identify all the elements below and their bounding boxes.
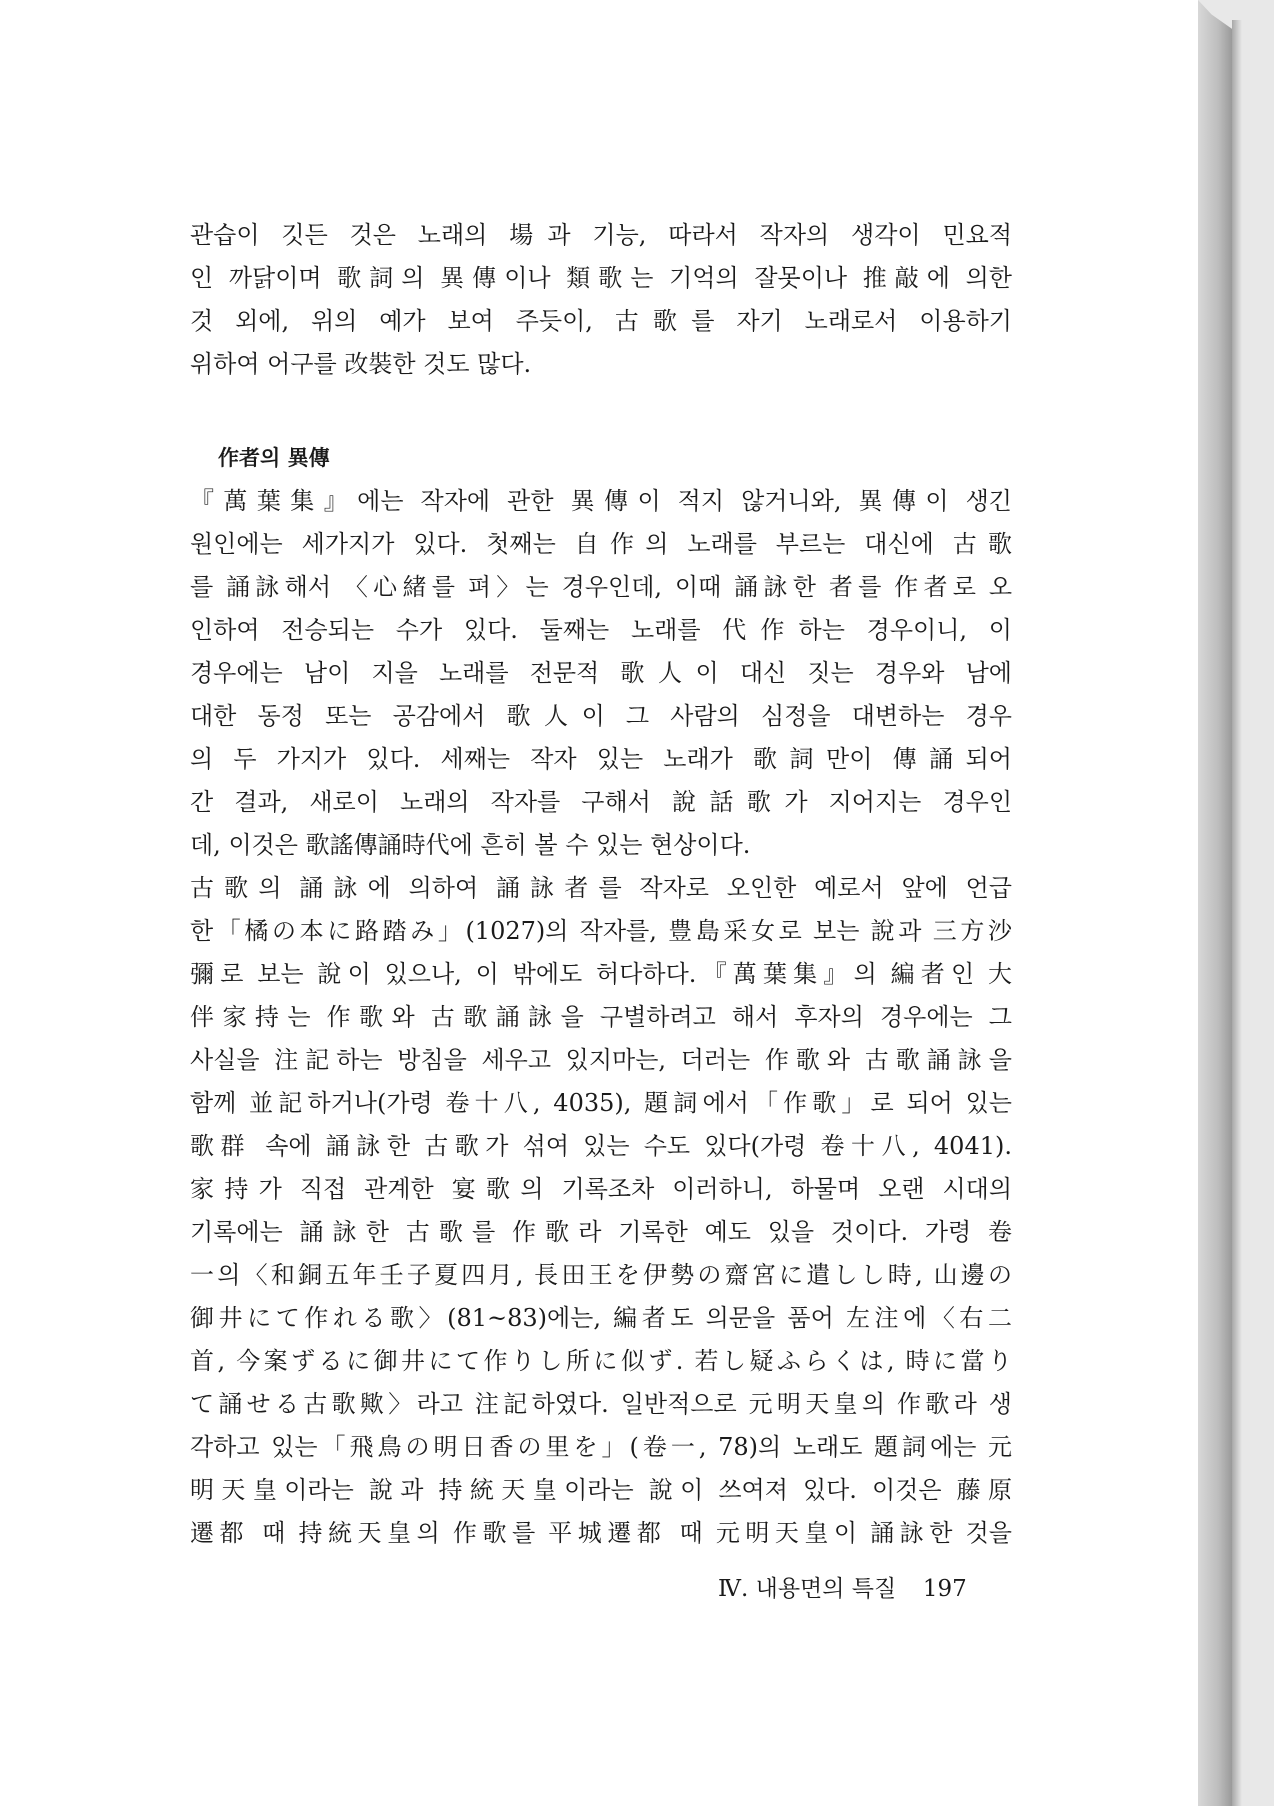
page-number: 197 bbox=[922, 1576, 967, 1602]
text-line: 위하여 어구를 改裝한 것도 많다. bbox=[190, 350, 532, 378]
text-line: 것 외에, 위의 예가 보여 주듯이, 古歌를 자기 노래로서 이용하기 bbox=[190, 307, 1012, 335]
text-line: 관습이 깃든 것은 노래의 場과 기능, 따라서 작자의 생각이 민요적 bbox=[190, 221, 1012, 249]
text-line: 인하여 전승되는 수가 있다. 둘째는 노래를 代作하는 경우이니, 이 bbox=[190, 616, 1012, 644]
text-line: て誦せる古歌歟〉라고 注記하였다. 일반적으로 元明天皇의 作歌라 생 bbox=[190, 1390, 1012, 1418]
text-line: 경우에는 남이 지을 노래를 전문적 歌人이 대신 짓는 경우와 남에 bbox=[190, 659, 1012, 687]
text-line: 원인에는 세가지가 있다. 첫째는 自作의 노래를 부르는 대신에 古歌 bbox=[190, 530, 1012, 558]
page-edge bbox=[1198, 0, 1232, 1806]
section-body bbox=[190, 480, 1012, 1555]
page-shadow bbox=[1232, 20, 1242, 1806]
text-line: 한「橘の本に路踏み」(1027)의 작자를, 豊島采女로 보는 說과 三方沙 bbox=[190, 917, 1012, 945]
text-line: 각하고 있는「飛鳥の明日香の里を」(卷一, 78)의 노래도 題詞에는 元 bbox=[190, 1433, 1012, 1461]
text-line: 의 두 가지가 있다. 세째는 작자 있는 노래가 歌詞만이 傳誦되어 bbox=[190, 745, 1012, 773]
text-line: 彌로 보는 說이 있으나, 이 밖에도 허다하다.『萬葉集』의 編者인 大 bbox=[190, 960, 1012, 988]
text-line: 明天皇이라는 說과 持統天皇이라는 說이 쓰여져 있다. 이것은 藤原 bbox=[190, 1476, 1012, 1504]
text-line: 一의〈和銅五年壬子夏四月, 長田王を伊勢の齋宮に遣しし時, 山邊の bbox=[190, 1261, 1012, 1289]
text-line: 데, 이것은 歌謠傳誦時代에 흔히 볼 수 있는 현상이다. bbox=[190, 831, 751, 859]
text-line: 기록에는 誦詠한 古歌를 作歌라 기록한 예도 있을 것이다. 가령 卷 bbox=[190, 1218, 1012, 1246]
text-line: 함께 並記하거나(가령 卷十八, 4035), 題詞에서「作歌」로 되어 있는 bbox=[190, 1089, 1012, 1117]
text-line: 御井にて作れる歌〉(81~83)에는, 編者도 의문을 품어 左注에〈右二 bbox=[190, 1304, 1012, 1332]
text-line: 인 까닭이며 歌詞의 異傳이나 類歌는 기억의 잘못이나 推敲에 의한 bbox=[190, 264, 1012, 292]
text-line: 사실을 注記하는 방침을 세우고 있지마는, 더러는 作歌와 古歌誦詠을 bbox=[190, 1046, 1012, 1074]
text-line: 古歌의 誦詠에 의하여 誦詠者를 작자로 오인한 예로서 앞에 언급 bbox=[190, 874, 1012, 902]
text-line: 간 결과, 새로이 노래의 작자를 구해서 說話歌가 지어지는 경우인 bbox=[190, 788, 1012, 816]
intro-paragraph bbox=[190, 214, 1012, 386]
section-heading: 作者의 異傳 bbox=[218, 446, 330, 470]
text-line: 首, 今案ずるに御井にて作りし所に似ず. 若し疑ふらくは, 時に當り bbox=[190, 1347, 1012, 1375]
text-line: 家持가 직접 관계한 宴歌의 기록조차 이러하니, 하물며 오랜 시대의 bbox=[190, 1175, 1012, 1203]
text-line: 『萬葉集』에는 작자에 관한 異傳이 적지 않거니와, 異傳이 생긴 bbox=[190, 487, 1012, 515]
text-line: 歌群 속에 誦詠한 古歌가 섞여 있는 수도 있다(가령 卷十八, 4041). bbox=[190, 1132, 1012, 1160]
chapter-title: Ⅳ. 내용면의 특질 bbox=[718, 1576, 897, 1602]
text-line: 를 誦詠해서 〈心緒를 펴〉는 경우인데, 이때 誦詠한 者를 作者로 오 bbox=[190, 573, 1012, 601]
page-footer bbox=[718, 1570, 967, 1603]
text-line: 遷都 때 持統天皇의 作歌를 平城遷都 때 元明天皇이 誦詠한 것을 bbox=[190, 1519, 1012, 1547]
text-line: 伴家持는 作歌와 古歌誦詠을 구별하려고 해서 후자의 경우에는 그 bbox=[190, 1003, 1012, 1031]
text-line: 대한 동정 또는 공감에서 歌人이 그 사람의 심정을 대변하는 경우 bbox=[190, 702, 1012, 730]
